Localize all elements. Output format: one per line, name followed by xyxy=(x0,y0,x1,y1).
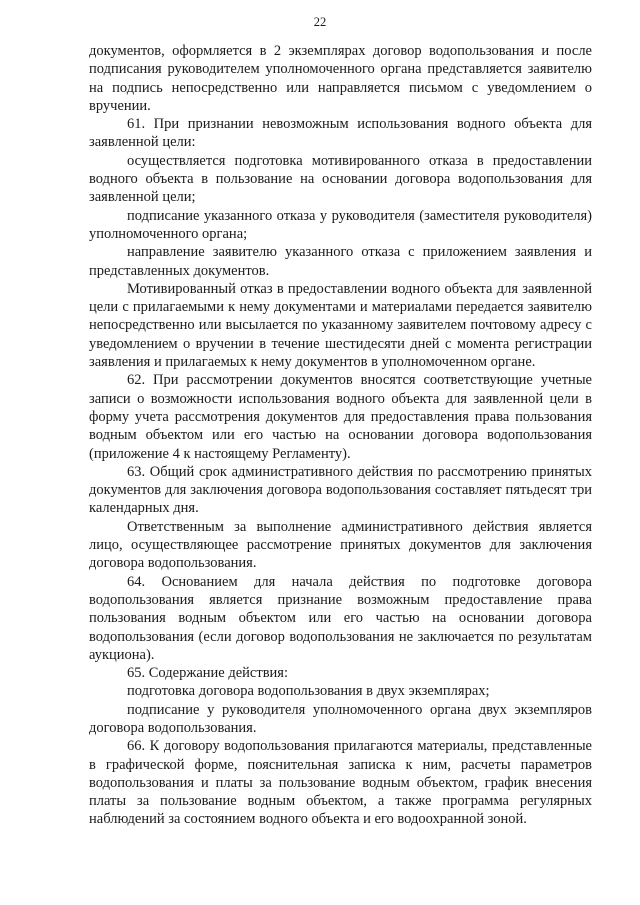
paragraph-refusal-delivery: Мотивированный отказ в предоставлении водного объекта для заявленной цели с прилагаемыми к нему документами и материалами передается заявителю непосредственно или высылается по указанному заявителем почтовому адресу с уведомлением о вручении в течение шестидесяти дней с момента регистрации заявления и прилагаемых к нему документов в уполномоченном органе. xyxy=(89,280,592,371)
paragraph-65: 65. Содержание действия: xyxy=(127,665,289,682)
paragraph-64: 64. Основанием для начала действия по подготовке договора водопользования является признание возможным предоставление права пользования водным объектом или его частью на основании договора водопользования (если договор водопользования не заключается по результатам аукциона). xyxy=(89,573,592,663)
page-number: 22 xyxy=(313,15,327,29)
document-body xyxy=(89,42,592,829)
paragraph-61-item-sending: направление заявителю указанного отказа с приложением заявления и представленных документов. xyxy=(89,244,592,279)
paragraph-continuation: документов, оформляется в 2 экземплярах договор водопользования и после подписания руководителем уполномоченного органа представляется заявителю на подпись непосредственно или направляется письмом с уведомлением о вручении. xyxy=(89,43,592,114)
paragraph-61: 61. При признании невозможным использования водного объекта для заявленной цели: xyxy=(89,116,592,151)
paragraph-61-item-preparation: осуществляется подготовка мотивированного отказа в предоставлении водного объекта в пользование на основании договора водопользования для заявленной цели; xyxy=(89,152,592,206)
paragraph-62: 62. При рассмотрении документов вносятся соответствующие учетные записи о возможности использования водного объекта для заявленной цели в форму учета рассмотрения документов для предоставления права пользования водным объектом или его частью на основании договора водопользования (приложение 4 к настоящему Регламенту). xyxy=(89,372,592,462)
paragraph-63: 63. Общий срок административного действия по рассмотрению принятых документов для заключения договора водопользования составляет пятьдесят три календарных дня. xyxy=(89,463,592,517)
paragraph-66: 66. К договору водопользования прилагаются материалы, представленные в графической форме, пояснительная записка к ним, расчеты параметров водопользования и платы за пользование водным объектом, график внесения платы за пользование водным объектом, а также программа регулярных наблюдений за состоянием водного объекта и его водоохранной зоной. xyxy=(89,738,592,828)
paragraph-63-responsible: Ответственным за выполнение административного действия является лицо, осуществляющее рассмотрение принятых документов для заключения договора водопользования. xyxy=(89,518,592,572)
paragraph-61-item-signing: подписание указанного отказа у руководителя (заместителя руководителя) уполномоченного органа; xyxy=(89,207,592,242)
paragraph-65-item-preparation: подготовка договора водопользования в двух экземплярах; xyxy=(127,683,490,700)
paragraph-65-item-signing: подписание у руководителя уполномоченного органа двух экземпляров договора водопользования. xyxy=(89,701,592,736)
